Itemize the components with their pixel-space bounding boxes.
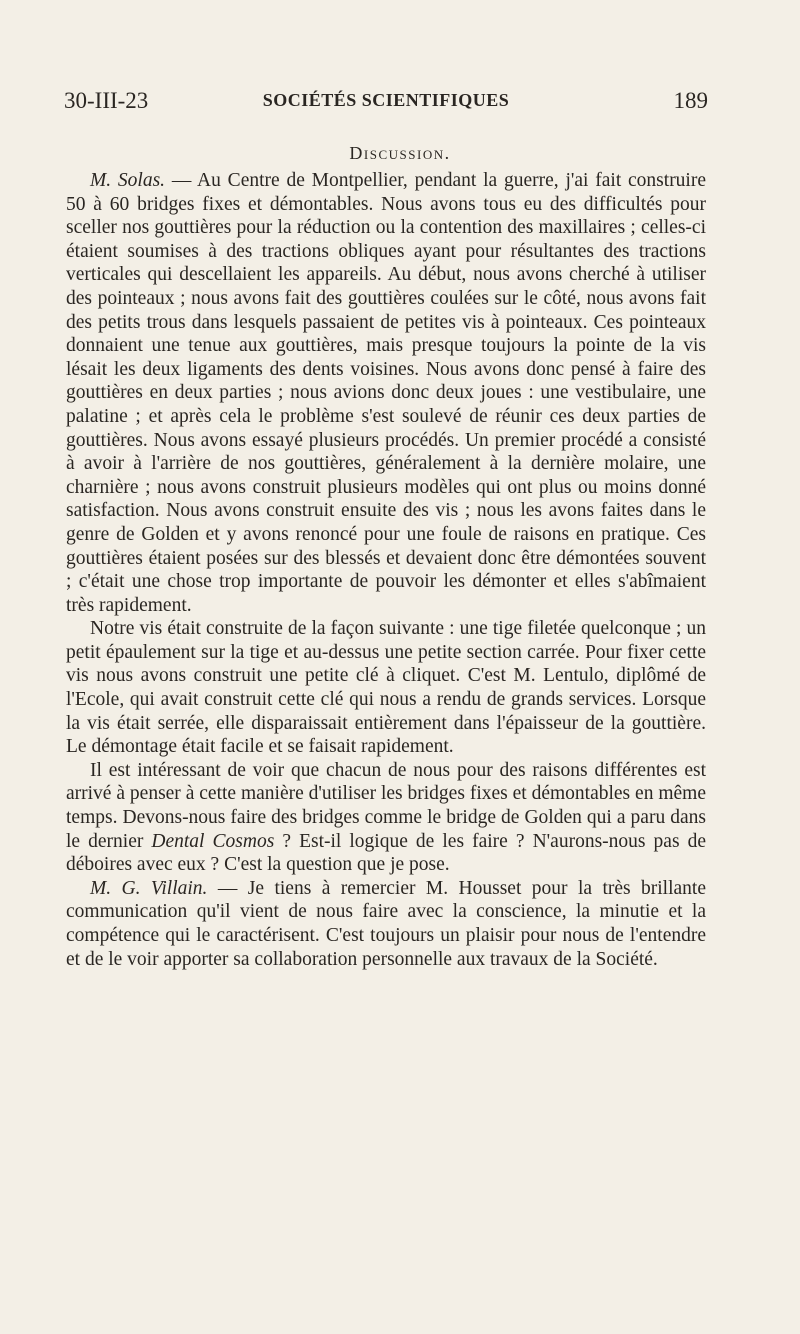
paragraph-text: — Au Centre de Montpellier, pendant la guerre, j'ai fait construire 50 à 60 bridges fixes et démontables. Nous avons tous eu des difficultés pour sceller nos gouttières pour la réduction ou la contention des maxillaires ; celles-ci étaient soumises à des tractions obliques ayant pour résultantes des tractions verticales qui descellaient les appareils. Au début, nous avons cherché à utiliser des pointeaux ; nous avons fait des gouttières coulées sur le côté, nous avons fait des petits trous dans lesquels passaient de petites vis à pointeaux. Ces pointeaux donnaient une tenue aux gouttières, mais presque toujours la pointe de la vis lésait les deux ligaments des dents voisines. Nous avons donc pensé à faire des gouttières en deux parties ; nous avions donc deux joues : une vestibulaire, une palatine ; et après cela le problème s'est soulevé de réunir ces deux parties de gouttières. Nous avons essayé plusieurs procédés. Un premier procédé a consisté à avoir à l'arrière de nos gouttières, généralement à la dernière molaire, une charnière ; nous avons construit plusieurs modèles qui ont plus ou moins donné satisfaction. Nous avons construit ensuite des vis ; nous les avons faites dans le genre de Golden et y avons renoncé pour une foule de raisons en pratique. Ces gouttières étaient posées sur des blessés et devaient donc être démontées souvent ; c'était une chose trop importante de pouvoir les démonter et elles s'abîmaient très rapidement. (66, 170, 706, 616)
session-date: 30-III-23 (64, 88, 149, 113)
journal-section-title: SOCIÉTÉS SCIENTIFIQUES (262, 90, 510, 110)
speaker-name: M. Solas. (90, 170, 166, 191)
paragraph-text: Il est intéressant de voir que chacun de nous pour des raisons différentes est arrivé à penser à cette manière d'utiliser les bridges fixes et démontables en même temps. Devons-nous faire des bridges comme le bridge de Golden qui a paru dans le dernier (66, 759, 706, 852)
speaker-name: M. G. Villain. (90, 877, 208, 899)
journal-title: Dental Cosmos (151, 830, 275, 852)
running-head (64, 88, 708, 118)
paragraph-text: ? Est-il logique de les faire ? N'aurons-nous pas de déboires avec eux ? C'est la question que je pose. (66, 830, 706, 876)
paragraph-vis (66, 617, 706, 759)
page-number: 189 (673, 88, 708, 113)
discussion-body (66, 169, 706, 971)
paragraph-villain (66, 877, 706, 971)
paragraph-question (66, 759, 706, 877)
paragraph-text: Notre vis était construite de la façon suivante : une tige filetée quelconque ; un petit épaulement sur la tige et au-dessus une petite section carrée. Pour fixer cette vis nous avons construit une petite clé à cliquet. C'est M. Lentulo, diplômé de l'Ecole, qui avait construit cette clé qui nous a rendu de grands services. Lorsque la vis était serrée, elle disparaissait entièrement dans l'épaisseur de la gouttière. Le démontage était facile et se faisait rapidement. (66, 618, 706, 758)
paragraph-text: — Je tiens à remercier M. Housset pour la très brillante communication qu'il vient de nous faire avec la conscience, la minutie et la compétence qui le caractérisent. C'est toujours un plaisir pour nous de l'entendre et de le voir apporter sa collaboration personnelle aux travaux de la Société. (66, 877, 706, 970)
paragraph-solas (66, 169, 706, 617)
section-heading: Discussion. (349, 143, 451, 163)
